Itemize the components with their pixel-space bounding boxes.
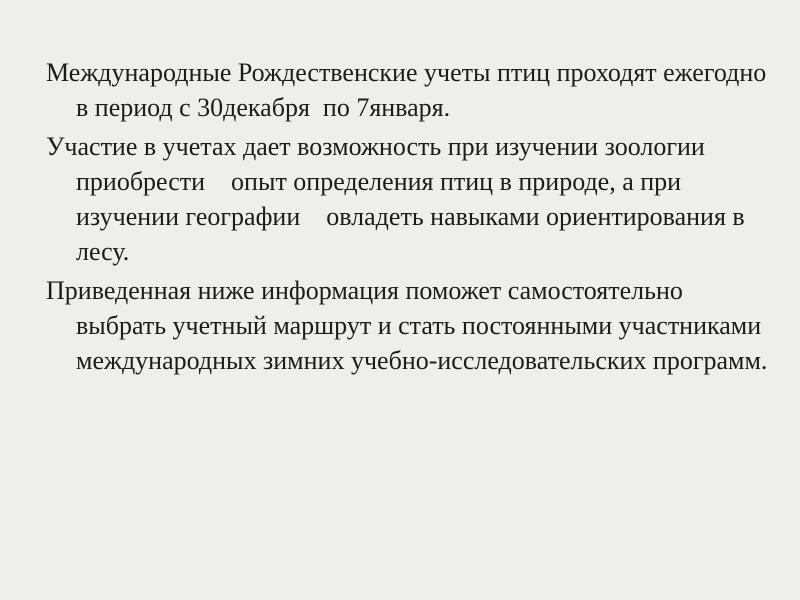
paragraph-participation-benefits: Участие в учетах дает возможность при изучении зоологии приобрести опыт определения птиц в природе, а при изучении географии овладеть навыками ориентирования в лесу.: [46, 132, 752, 266]
paragraph-bird-count-dates: Международные Рождественские учеты птиц проходят ежегодно в период с 30декабря по 7января.: [46, 58, 773, 122]
slide-body: [46, 55, 776, 382]
paragraph-route-info: Приведенная ниже информация поможет самостоятельно выбрать учетный маршрут и стать постоянными участниками международных зимних учебно-исследовательских программ.: [46, 276, 768, 375]
